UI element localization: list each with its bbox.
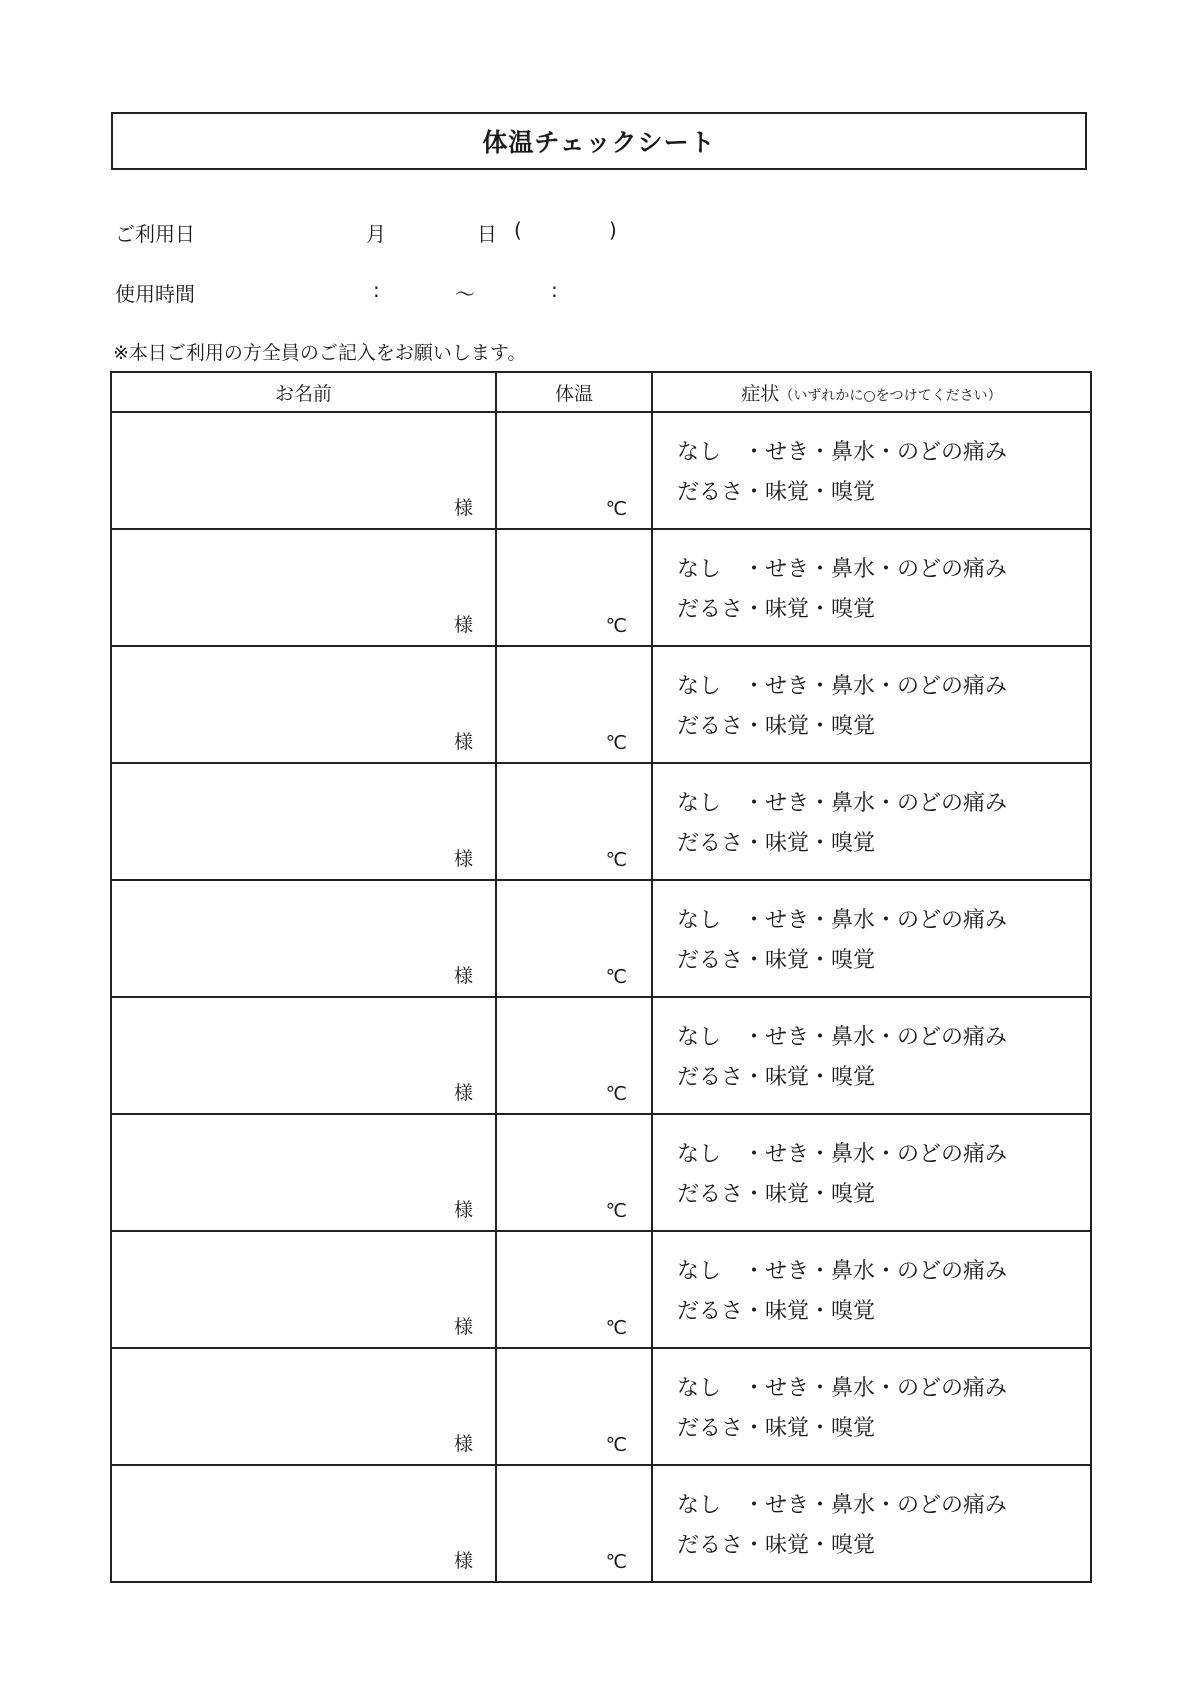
table-body <box>111 412 1091 1582</box>
symptom-options-cell[interactable] <box>652 880 1091 997</box>
celsius-unit: ℃ <box>605 1434 627 1456</box>
table-row <box>111 880 1091 997</box>
table-header-row <box>111 372 1091 412</box>
symptom-options-line1: なし ・せき・鼻水・のどの痛み <box>677 1142 1008 1167</box>
symptom-options-cell[interactable] <box>652 997 1091 1114</box>
celsius-unit: ℃ <box>605 615 627 637</box>
symptom-options-cell[interactable] <box>652 1114 1091 1231</box>
end-time-colon: : <box>551 278 558 302</box>
celsius-unit: ℃ <box>605 1551 627 1573</box>
table-row <box>111 997 1091 1114</box>
honorific-suffix: 様 <box>453 1316 473 1338</box>
honorific-suffix: 様 <box>453 731 473 753</box>
table-row <box>111 763 1091 880</box>
temperature-entry-cell[interactable] <box>496 880 652 997</box>
symptom-options-cell[interactable] <box>652 646 1091 763</box>
celsius-unit: ℃ <box>605 849 627 871</box>
name-entry-cell[interactable] <box>111 412 496 529</box>
honorific-suffix: 様 <box>453 1199 473 1221</box>
celsius-unit: ℃ <box>605 732 627 754</box>
name-entry-cell[interactable] <box>111 1231 496 1348</box>
celsius-unit: ℃ <box>605 966 627 988</box>
temperature-entry-cell[interactable] <box>496 1348 652 1465</box>
instruction-note: ※本日ご利用の方全員のご記入をお願いします。 <box>113 342 527 364</box>
sheet-title: 体温チェックシート <box>111 112 1087 170</box>
symptom-options-line1: なし ・せき・鼻水・のどの痛み <box>677 674 1008 699</box>
symptom-options-cell[interactable] <box>652 763 1091 880</box>
honorific-suffix: 様 <box>453 965 473 987</box>
symptom-options-cell[interactable] <box>652 1348 1091 1465</box>
honorific-suffix: 様 <box>453 1550 473 1572</box>
honorific-suffix: 様 <box>453 1082 473 1104</box>
table-row <box>111 1348 1091 1465</box>
symptom-options-line1: なし ・せき・鼻水・のどの痛み <box>677 1025 1008 1050</box>
start-time-colon: : <box>373 278 380 302</box>
symptom-options-line2: だるさ・味覚・嗅覚 <box>677 1182 876 1207</box>
symptom-options-cell[interactable] <box>652 529 1091 646</box>
symptom-options-line2: だるさ・味覚・嗅覚 <box>677 1416 876 1441</box>
temperature-entry-cell[interactable] <box>496 1465 652 1582</box>
celsius-unit: ℃ <box>605 498 627 520</box>
usage-date-label: ご利用日 <box>115 222 195 246</box>
symptom-options-line2: だるさ・味覚・嗅覚 <box>677 948 876 973</box>
name-entry-cell[interactable] <box>111 1114 496 1231</box>
month-label: 月 <box>366 222 386 246</box>
honorific-suffix: 様 <box>453 614 473 636</box>
weekday-paren-open: ( <box>514 218 522 242</box>
header-symptom-label: 症状 <box>741 382 780 405</box>
temperature-entry-cell[interactable] <box>496 646 652 763</box>
table-row <box>111 646 1091 763</box>
table-row <box>111 412 1091 529</box>
day-label: 日 <box>477 222 497 246</box>
name-entry-cell[interactable] <box>111 646 496 763</box>
temperature-table <box>110 371 1092 1583</box>
name-entry-cell[interactable] <box>111 529 496 646</box>
usage-time-label: 使用時間 <box>115 282 195 306</box>
name-entry-cell[interactable] <box>111 1348 496 1465</box>
symptom-options-line2: だるさ・味覚・嗅覚 <box>677 831 876 856</box>
temperature-entry-cell[interactable] <box>496 997 652 1114</box>
symptom-options-cell[interactable] <box>652 1231 1091 1348</box>
symptom-options-line2: だるさ・味覚・嗅覚 <box>677 1065 876 1090</box>
temperature-entry-cell[interactable] <box>496 763 652 880</box>
symptom-options-line2: だるさ・味覚・嗅覚 <box>677 1533 876 1558</box>
temperature-entry-cell[interactable] <box>496 529 652 646</box>
header-symptom-hint: （いずれかに○をつけてください） <box>779 387 1002 404</box>
honorific-suffix: 様 <box>453 848 473 870</box>
symptom-options-line1: なし ・せき・鼻水・のどの痛み <box>677 791 1008 816</box>
symptom-options-line2: だるさ・味覚・嗅覚 <box>677 1299 876 1324</box>
symptom-options-line1: なし ・せき・鼻水・のどの痛み <box>677 557 1008 582</box>
honorific-suffix: 様 <box>453 1433 473 1455</box>
symptom-options-line1: なし ・せき・鼻水・のどの痛み <box>677 1376 1008 1401</box>
usage-time-row <box>115 278 815 308</box>
table-row <box>111 1114 1091 1231</box>
time-range-tilde: 〜 <box>455 282 475 306</box>
name-entry-cell[interactable] <box>111 880 496 997</box>
symptom-options-cell[interactable] <box>652 412 1091 529</box>
honorific-suffix: 様 <box>453 497 473 519</box>
symptom-options-line1: なし ・せき・鼻水・のどの痛み <box>677 1259 1008 1284</box>
celsius-unit: ℃ <box>605 1083 627 1105</box>
temperature-entry-cell[interactable] <box>496 1114 652 1231</box>
celsius-unit: ℃ <box>605 1317 627 1339</box>
weekday-paren-close: ) <box>609 218 617 242</box>
name-entry-cell[interactable] <box>111 997 496 1114</box>
celsius-unit: ℃ <box>605 1200 627 1222</box>
table-row <box>111 1231 1091 1348</box>
header-temperature: 体温 <box>496 372 652 412</box>
usage-date-row <box>115 218 815 248</box>
symptom-options-line1: なし ・せき・鼻水・のどの痛み <box>677 440 1008 465</box>
symptom-options-cell[interactable] <box>652 1465 1091 1582</box>
temperature-entry-cell[interactable] <box>496 1231 652 1348</box>
symptom-options-line2: だるさ・味覚・嗅覚 <box>677 480 876 505</box>
table-row <box>111 529 1091 646</box>
symptom-options-line2: だるさ・味覚・嗅覚 <box>677 714 876 739</box>
table-row <box>111 1465 1091 1582</box>
symptom-options-line1: なし ・せき・鼻水・のどの痛み <box>677 908 1008 933</box>
header-symptom <box>652 372 1091 412</box>
name-entry-cell[interactable] <box>111 1465 496 1582</box>
temperature-entry-cell[interactable] <box>496 412 652 529</box>
name-entry-cell[interactable] <box>111 763 496 880</box>
header-name: お名前 <box>111 372 496 412</box>
symptom-options-line2: だるさ・味覚・嗅覚 <box>677 597 876 622</box>
symptom-options-line1: なし ・せき・鼻水・のどの痛み <box>677 1493 1008 1518</box>
